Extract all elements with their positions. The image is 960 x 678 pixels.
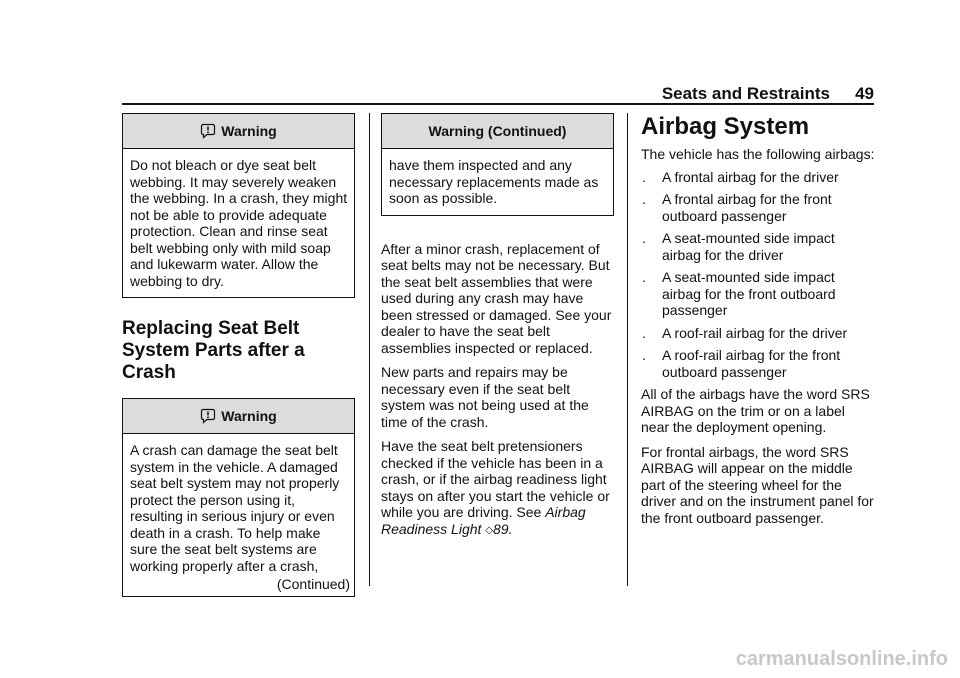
section-title-airbag-system: Airbag System [641, 113, 810, 140]
paragraph-pretensioners [381, 438, 615, 540]
list-item [641, 169, 875, 186]
period: . [508, 520, 513, 537]
list-item [641, 230, 875, 263]
section-title-replacing-parts: Replacing Seat Belt System Parts after a Crash [122, 318, 305, 383]
paragraph-srs-label: All of the airbags have the word SRS AIRBAG on the trim or on a label near the deployment opening. [641, 386, 870, 435]
warning-header [382, 114, 613, 149]
warning-box-bleach [122, 113, 355, 298]
warning-title: Warning [221, 122, 277, 139]
warning-header [123, 114, 354, 149]
list-item-text: A frontal airbag for the driver [662, 168, 839, 185]
cross-reference-link[interactable]: Airbag Readiness Light [381, 504, 586, 537]
paragraph-minor-crash: After a minor crash, replacement of seat belts may not be necessary. But the seat belt assemblies that were used during any crash may have been stressed or damaged. See your dealer to have the seat belt assemblies inspected or replaced. [381, 240, 612, 356]
column-3 [641, 113, 875, 526]
warning-speech-bubble-icon [200, 123, 216, 139]
list-item-text: A roof-rail airbag for the front outboard passenger [662, 347, 841, 380]
warning-continued-label: (Continued) [276, 576, 350, 592]
warning-box-continued [381, 113, 614, 216]
bullet-glyph: . [642, 347, 646, 363]
watermark: carmanualsonline.info [735, 648, 948, 670]
page-number: 49 [855, 84, 874, 103]
column-2 [381, 113, 615, 540]
warning-title: Warning [221, 407, 277, 424]
warning-body: Do not bleach or dye seat belt webbing. It may severely weaken the webbing. In a crash, they might not be able to provide adequate protection. Clean and rinse seat belt webbing only with mild soap and lukewarm water. Allow the webbing to dry. [130, 157, 348, 289]
list-item [641, 191, 875, 224]
bullet-glyph: . [642, 191, 646, 207]
warning-body: A crash can damage the seat belt system in the vehicle. A damaged seat belt system may not properly protect the person using it, resulting in serious injury or even death in a crash. To help make sure the seat belt systems are working properly after a crash, [130, 442, 340, 574]
list-item-text: A frontal airbag for the front outboard passenger [662, 191, 832, 224]
column-divider-2 [627, 113, 628, 586]
header-rule [122, 103, 874, 105]
warning-body: have them inspected and any necessary replacements made as soon as possible. [389, 157, 599, 206]
paragraph-intro: The vehicle has the following airbags: [641, 146, 875, 162]
warning-box-crash-damage [122, 398, 355, 597]
paragraph-frontal-airbags: For frontal airbags, the word SRS AIRBAG will appear on the middle part of the steering wheel for the driver and on the instrument panel for the front outboard passenger. [641, 443, 874, 526]
column-1 [122, 113, 356, 597]
list-item [641, 325, 875, 342]
running-header-section: Seats and Restraints [661, 84, 830, 103]
bullet-glyph: . [642, 324, 646, 341]
warning-speech-bubble-icon [200, 408, 216, 424]
cross-reference-page[interactable]: 89 [493, 520, 509, 537]
list-item [641, 269, 875, 319]
bullet-glyph: . [642, 168, 646, 185]
airbag-list [641, 169, 875, 381]
list-item-text: A seat-mounted side impact airbag for the front outboard passenger [662, 269, 836, 318]
page-reference-icon: ◇ [485, 524, 493, 536]
paragraph-new-parts: New parts and repairs may be necessary even if the seat belt system was not being used at the time of the crash. [381, 364, 589, 430]
bullet-glyph: . [642, 230, 646, 246]
list-item-text: A roof-rail airbag for the driver [662, 324, 848, 341]
list-item [641, 347, 875, 380]
paragraph-text: Have the seat belt pretensioners checked if the vehicle has been in a crash, or if the airbag readiness light stays on after you start the vehicle or while you are driving. See [381, 438, 610, 520]
column-divider-1 [369, 113, 370, 586]
warning-title: Warning (Continued) [428, 122, 567, 139]
bullet-glyph: . [642, 269, 646, 285]
warning-header [123, 399, 354, 434]
list-item-text: A seat-mounted side impact airbag for the driver [662, 230, 835, 263]
